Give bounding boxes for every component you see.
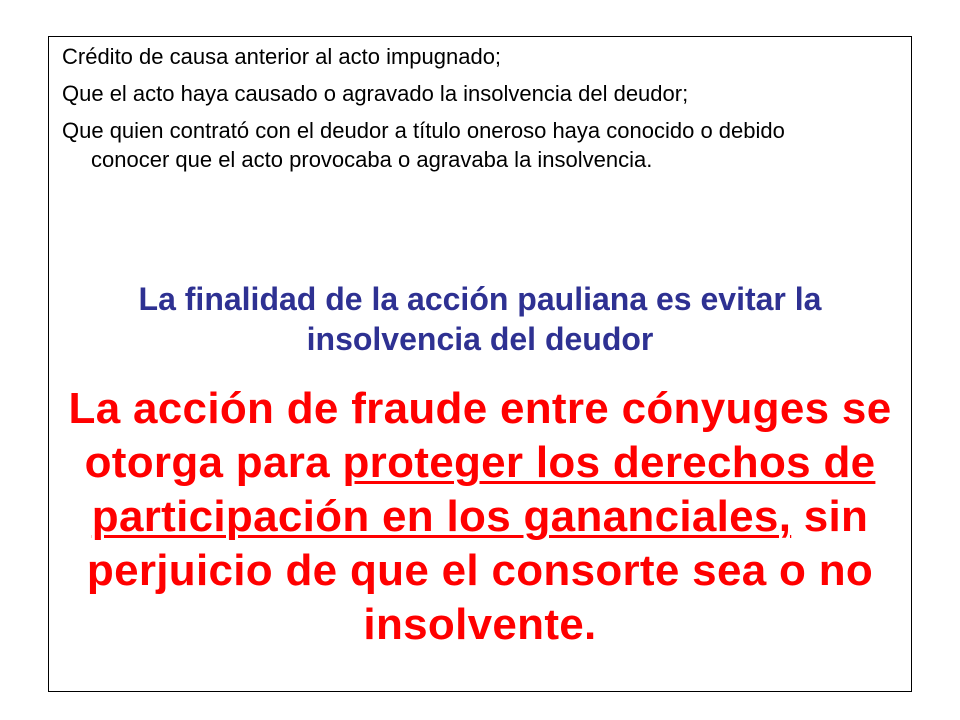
requirement-item-3: Que quien contrató con el deudor a título oneroso haya conocido o debido conocer que el acto provocaba o agravaba la insolvencia. xyxy=(62,118,785,172)
statement-part-before: La acción de fraude entre cónyuges se otorga para xyxy=(68,384,892,487)
statement-underlined-part: proteger los derechos de participación en los gananciales, xyxy=(91,438,876,541)
spousal-fraud-statement xyxy=(58,382,902,652)
pauliana-purpose-statement: La finalidad de la acción pauliana es evitar la insolvencia del deudor xyxy=(138,281,822,357)
statement-part-after: sin perjuicio de que el consorte sea o no insolvente. xyxy=(86,492,874,649)
requirement-item-1: Crédito de causa anterior al acto impugnado; xyxy=(62,44,502,69)
requirements-list xyxy=(62,42,852,182)
requirement-item-2: Que el acto haya causado o agravado la insolvencia del deudor; xyxy=(62,81,689,106)
